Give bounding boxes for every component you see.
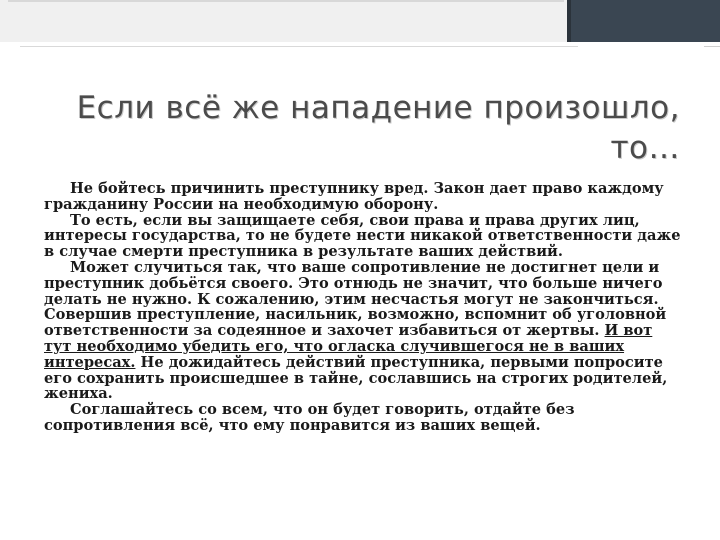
header-accent-line — [8, 0, 564, 2]
paragraph-3 — [44, 260, 684, 402]
slide-title-line1: Если всё же нападение произошло, — [76, 90, 680, 126]
header-bar — [0, 0, 720, 42]
paragraph-2: То есть, если вы защищаете себя, свои права и права других лиц, интересы государства, то не будете нести никакой ответственности даже в случае смерти преступника в результате ваших действий. — [44, 211, 681, 261]
paragraph-4: Соглашайтесь со всем, что он будет говорить, отдайте без сопротивления всё, что ему понравится из ваших вещей. — [44, 401, 575, 434]
slide-title — [40, 88, 680, 168]
paragraph-3-text: Может случиться так, что ваше сопротивление не достигнет цели и преступник добьётся своего. Это отнюдь не значит, что больше ничего делать не нужно. К сожалению, этим несчастья могут не закончиться. Совершив преступление, насильник, возможно, вспомнит об уголовной ответственности за содеянное и захочет избавиться от жертвы. — [44, 258, 667, 340]
paragraph-3-text-end: Не дожидайтесь действий преступника, первыми попросите его сохранить происшедшее в тайне, сославшись на строгих родителей, жениха. — [44, 353, 668, 403]
header-bar-light — [0, 0, 567, 42]
header-bar-dark-block — [567, 0, 720, 42]
slide-body — [44, 181, 684, 434]
divider-line — [20, 46, 578, 47]
paragraph-1: Не бойтесь причинить преступнику вред. Закон дает право каждому гражданину России на необходимую оборону. — [44, 180, 664, 213]
paragraph-3-underlined-text: И вот тут необходимо убедить его, что огласка случившегося не в ваших интересах. — [44, 322, 653, 371]
divider-line-right — [704, 46, 720, 47]
slide-title-line2: то… — [610, 130, 680, 166]
